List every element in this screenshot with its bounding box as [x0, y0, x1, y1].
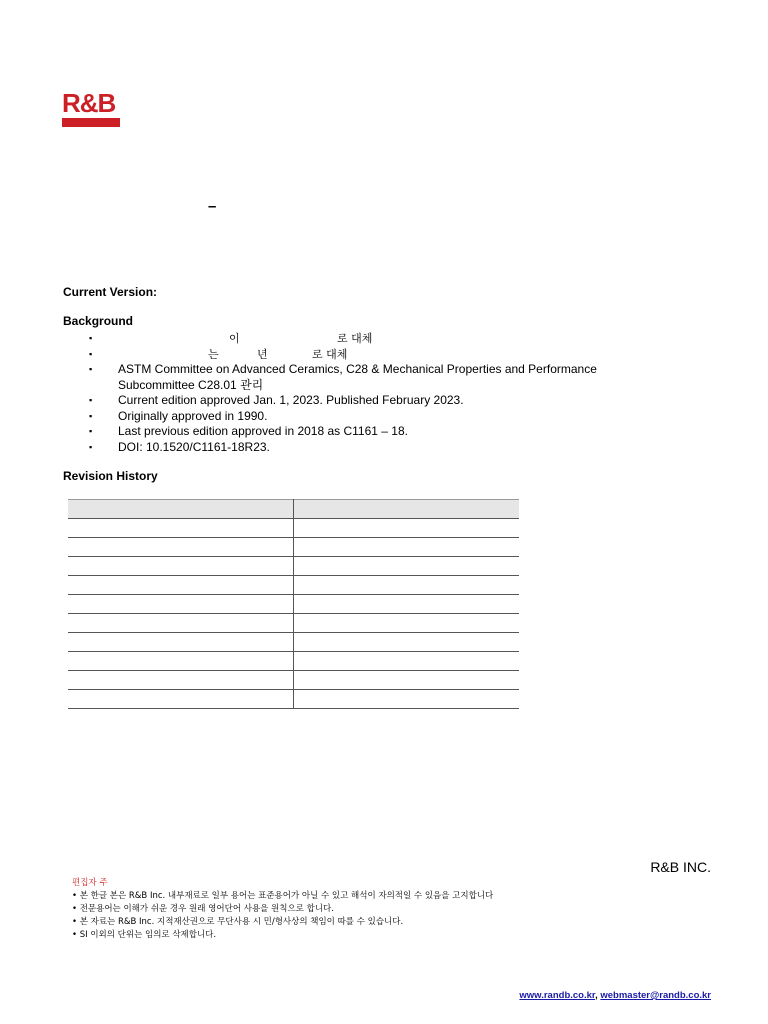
table-row [68, 595, 519, 614]
table-cell [68, 557, 294, 576]
table-cell [68, 519, 294, 538]
list-item: • 본 한글 본은 R&B Inc. 내부재료로 일부 용어는 표준용어가 아닐 수 있고 해석이 자의적일 수 있음을 고지합니다 [72, 891, 494, 901]
editor-note [72, 876, 493, 942]
table-row [68, 614, 519, 633]
kr-fragment: 로 대체 [337, 332, 373, 345]
bullet-icon: ▪ [89, 348, 93, 359]
bullet-icon: ▪ [89, 395, 93, 405]
table-cell [68, 671, 294, 690]
table-cell [68, 538, 294, 557]
list-item: • SI 이외의 단위는 임의로 삭제합니다. [72, 930, 217, 940]
background-item-current-edition: ▪ Current edition approved Jan. 1, 2023. Published February 2023. [89, 393, 464, 407]
email-link[interactable]: webmaster@randb.co.kr [600, 990, 711, 1001]
table-header-cell [68, 500, 294, 519]
background-list [89, 331, 597, 455]
bullet-icon: ▪ [89, 426, 93, 436]
background-item-previous-edition: ▪ Last previous edition approved in 2018 as C1161 – 18. [89, 424, 408, 438]
table-row [68, 576, 519, 595]
kr-fragment: 로 대체 [312, 347, 348, 361]
list-item: • 전문용어는 이해가 쉬운 경우 원래 영어단어 사용을 원칙으로 합니다. [72, 904, 334, 914]
footer-links [519, 990, 711, 1001]
table-cell [294, 557, 520, 576]
table-cell [68, 690, 294, 709]
table-cell [294, 519, 520, 538]
logo-text: R&B [62, 88, 116, 118]
editor-note-list [72, 890, 493, 942]
link-separator: , [595, 990, 601, 1001]
table-cell [68, 576, 294, 595]
background-item-replaced-2 [89, 347, 597, 363]
table-cell [68, 614, 294, 633]
bullet-icon: ▪ [89, 333, 93, 343]
table-header-row [68, 500, 519, 519]
table-body [68, 519, 519, 709]
committee-line-1: ASTM Committee on Advanced Ceramics, C28 & Mechanical Properties and Performance [118, 362, 597, 376]
table-row [68, 671, 519, 690]
table-row [68, 538, 519, 557]
background-item-doi: ▪ DOI: 10.1520/C1161-18R23. [89, 439, 270, 454]
logo-underline-bar [62, 118, 120, 127]
table-cell [294, 614, 520, 633]
table-row [68, 690, 519, 709]
bullet-icon: ▪ [89, 364, 93, 374]
table-row [68, 652, 519, 671]
revision-history-table [68, 499, 519, 709]
table-header-cell [294, 500, 520, 519]
website-link[interactable]: www.randb.co.kr [519, 990, 596, 1001]
list-item: • 본 자료는 R&B Inc. 지적재산권으로 무단사용 시 민/형사상의 책임이 따를 수 있습니다. [72, 917, 404, 927]
table-row [68, 633, 519, 652]
table-row [68, 557, 519, 576]
table-cell [294, 633, 520, 652]
company-logo [62, 90, 120, 127]
committee-line-2: Subcommittee C28.01 관리 [118, 377, 264, 392]
table-row [68, 519, 519, 538]
kr-fragment: 는 [208, 347, 219, 361]
background-item-committee [89, 362, 597, 393]
table-cell [68, 595, 294, 614]
table-cell [294, 595, 520, 614]
table-cell [294, 671, 520, 690]
bullet-icon: ▪ [89, 410, 93, 421]
table-cell [294, 690, 520, 709]
table-cell [68, 652, 294, 671]
revision-history-heading: Revision History [63, 469, 158, 483]
bullet-icon: ▪ [89, 441, 93, 452]
current-version-heading: Current Version: [63, 285, 158, 299]
table-cell [68, 633, 294, 652]
background-item-original-approval: ▪ Originally approved in 1990. [89, 408, 268, 423]
table-cell [294, 538, 520, 557]
table-cell [294, 576, 520, 595]
title-dash: – [208, 198, 217, 215]
kr-fragment: 년 [257, 347, 268, 361]
editor-note-title: 편집자 주 [72, 878, 108, 888]
background-heading: Background [63, 314, 134, 328]
background-item-replaced-1 [89, 331, 597, 347]
kr-fragment: 이 [229, 332, 240, 345]
table-cell [294, 652, 520, 671]
company-name: R&B INC. [650, 859, 711, 875]
